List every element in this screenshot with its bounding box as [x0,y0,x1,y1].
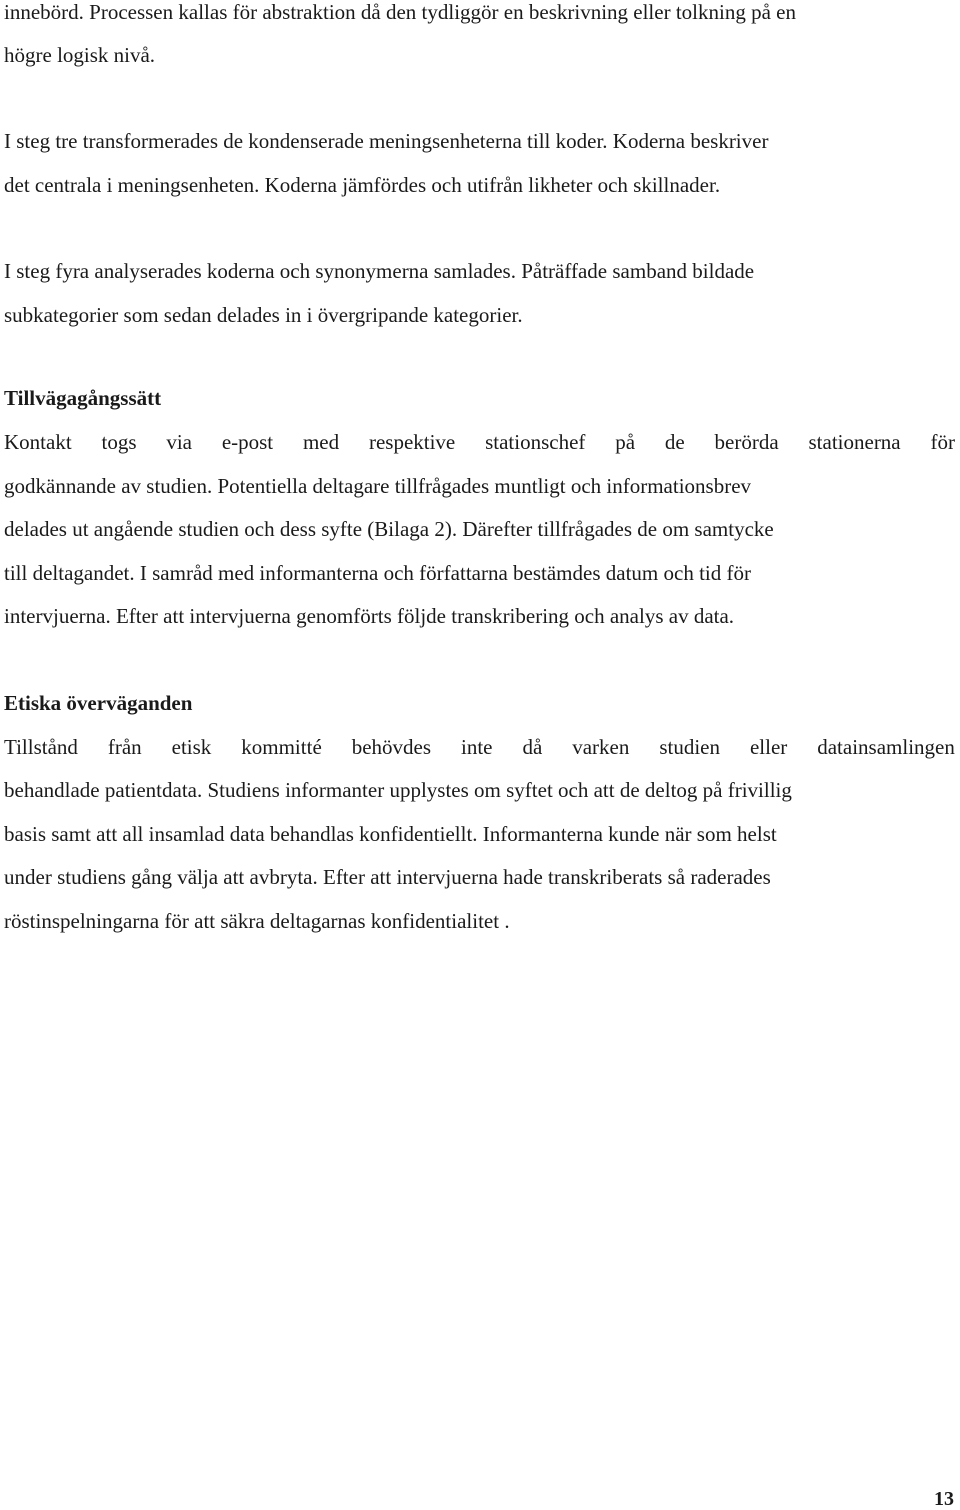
word: togs [101,430,137,454]
paragraph-line: I steg fyra analyserades koderna och synonymerna samlades. Påträffade samband bildade [4,259,755,283]
section-line [4,432,955,453]
section-line: under studiens gång välja att avbryta. Efter att intervjuerna hade transkriberats så raderades [4,865,771,889]
word: respektive [368,430,456,454]
paragraph-line: högre logisk nivå. [4,43,156,67]
word: med [302,430,340,454]
paragraph-line: subkategorier som sedan delades in i övergripande kategorier. [4,303,523,327]
paragraph-line: innebörd. Processen kallas för abstraktion då den tydliggör en beskrivning eller tolkning på en [4,0,796,24]
section-heading: Etiska överväganden [4,691,193,715]
section-line [4,737,955,758]
word: Kontakt [4,430,72,454]
section-line: godkännande av studien. Potentiella deltagare tillfrågades muntligt och informationsbrev [4,474,752,498]
word: Tillstånd [4,735,78,759]
word: varken [572,735,630,759]
paragraph-line: det centrala i meningsenheten. Koderna jämfördes och utifrån likheter och skillnader. [4,173,721,197]
word: berörda [714,430,779,454]
word: stationerna [808,430,901,454]
word: datainsamlingen [817,735,955,759]
section-line: intervjuerna. Efter att intervjuerna genomförts följde transkribering och analys av data. [4,604,735,628]
word: behövdes [351,735,432,759]
word: de [664,430,685,454]
word: e-post [221,430,274,454]
section-heading: Tillvägagångssätt [4,386,162,410]
word: etisk [171,735,212,759]
section-line: basis samt att all insamlad data behandlas konfidentiellt. Informanterna kunde när som helst [4,822,777,846]
word: kommitté [241,735,322,759]
page-number: 13 [934,1488,954,1510]
section-line: till deltagandet. I samråd med informanterna och författarna bestämdes datum och tid för [4,561,751,585]
section-line: röstinspelningarna för att säkra deltagarnas konfidentialitet . [4,909,510,933]
word: för [930,430,955,454]
word: då [522,735,543,759]
word: eller [749,735,788,759]
section-line: delades ut angående studien och dess syfte (Bilaga 2). Därefter tillfrågades de om samtycke [4,517,774,541]
word: från [107,735,142,759]
word: stationschef [485,430,586,454]
word: inte [461,735,493,759]
word: via [166,430,192,454]
section-line: behandlade patientdata. Studiens informanter upplystes om syftet och att de deltog på frivillig [4,778,792,802]
paragraph-line: I steg tre transformerades de kondenserade meningsenheterna till koder. Koderna beskriver [4,129,769,153]
word: på [615,430,636,454]
word: studien [659,735,720,759]
